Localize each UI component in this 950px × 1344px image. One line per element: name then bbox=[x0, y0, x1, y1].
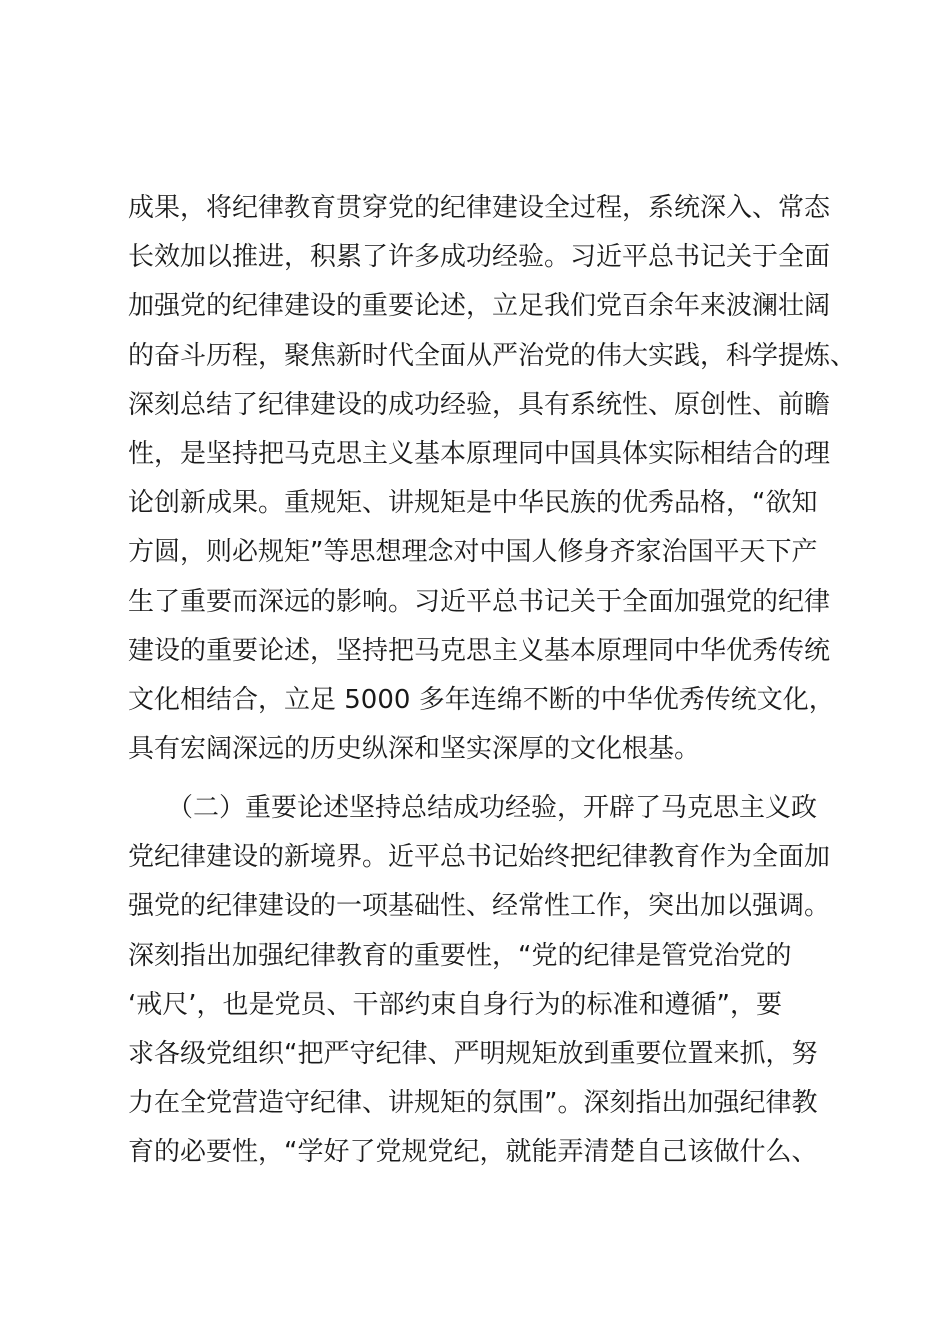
text-line: 成果，将纪律教育贯穿党的纪律建设全过程，系统深入、常态 bbox=[128, 193, 831, 223]
text-line: （二）重要论述坚持总结成功经验，开辟了马克思主义政 bbox=[128, 793, 818, 823]
text-line: 力在全党营造守纪律、讲规矩的氛围”。深刻指出加强纪律教 bbox=[128, 1088, 818, 1119]
text-line: 求各级党组织“把严守纪律、严明规矩放到重要位置来抓，努 bbox=[128, 1038, 818, 1069]
text-line: 党纪律建设的新境界。近平总书记始终把纪律教育作为全面加 bbox=[128, 842, 831, 873]
text-line: 论创新成果。重规矩、讲规矩是中华民族的优秀品格，“欲知 bbox=[128, 488, 818, 519]
text-line: 生了重要而深远的影响。习近平总书记关于全面加强党的纪律 bbox=[128, 586, 831, 617]
text-line: 加强党的纪律建设的重要论述，立足我们党百余年来波澜壮阔 bbox=[128, 291, 831, 322]
text-line: 深刻指出加强纪律教育的重要性，“党的纪律是管党治党的 bbox=[128, 940, 792, 971]
text-line: 性，是坚持把马克思主义基本原理同中国具体实际相结合的理 bbox=[128, 438, 831, 469]
text-line: 的奋斗历程，聚焦新时代全面从严治党的伟大实践，科学提炼、 bbox=[128, 340, 857, 371]
text-line: 育的必要性，“学好了党规党纪，就能弄清楚自己该做什么、 bbox=[128, 1137, 818, 1168]
paragraph-continuation bbox=[128, 184, 857, 774]
paragraph-section-two bbox=[128, 784, 840, 1178]
text-line: 方圆，则必规矩”等思想理念对中国人修身齐家治国平天下产 bbox=[128, 537, 818, 568]
text-line: 文化相结合，立足 5000 多年连绵不断的中华优秀传统文化， bbox=[128, 684, 835, 715]
text-line: 具有宏阔深远的历史纵深和坚实深厚的文化根基。 bbox=[128, 734, 701, 765]
text-line: 长效加以推进，积累了许多成功经验。习近平总书记关于全面 bbox=[128, 242, 831, 273]
text-line: 强党的纪律建设的一项基础性、经常性工作，突出加以强调。 bbox=[128, 891, 831, 922]
text-line: 建设的重要论述，坚持把马克思主义基本原理同中华优秀传统 bbox=[128, 635, 831, 666]
text-line: 深刻总结了纪律建设的成功经验，具有系统性、原创性、前瞻 bbox=[128, 389, 831, 420]
text-line: ‘戒尺’，也是党员、干部约束自身行为的标准和遵循”，要 bbox=[128, 989, 782, 1020]
